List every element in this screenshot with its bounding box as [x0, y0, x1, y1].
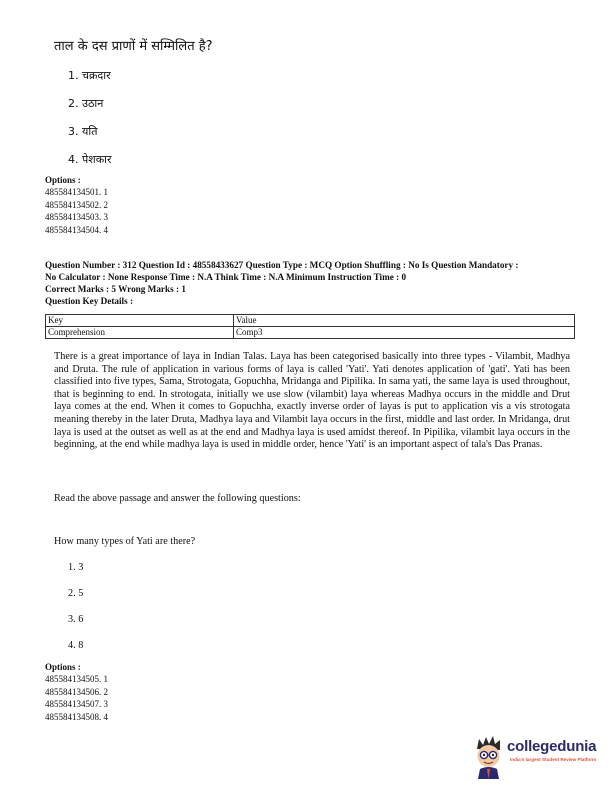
comprehension-passage: There is a great importance of laya in Indian Talas. Laya has been categorised basically into three types - Vilambit, Madhya and Druta. The rule of application in various forms of laya is called 'Yati'. Yati denotes application of 'gati'. Yati has been classified into five types, Sama, Strotogata, Gopuchha, Mridanga and Pipilika. In sama yati, the same laya is used throughout, that is beginning to end. In strotogata, initially we use slow (vilambit) laya whereas Madhya occurs in the middle and Drut laya comes at the end. When it comes to Gopuchha, exactly inverse order of layas is put to application vis a vis strotogata meaning thereby in the later Druta, Madhya laya and Vilambit laya occurs in the first, middle and last order. In Mridanga, drut laya is used at the outset as well as at the end and Madhya laya is used amidst thereof. In Pipilika, vilambit laya occurs in the beginning, at the end while madhya laya is used in middle order, hence 'Yati' is an important aspect of tala's Das Pranas. [54, 351, 570, 451]
meta-line: No Calculator : None Response Time : N.A Think Time : N.A Minimum Instruction Time : 0 [45, 272, 407, 282]
table-header-row [46, 315, 575, 327]
meta-line: Correct Marks : 5 Wrong Marks : 1 [45, 284, 186, 294]
question-1-option-2: 2. उठान [68, 97, 104, 110]
question-2-option-1: 1. 3 [68, 562, 84, 573]
options-block-2 [45, 661, 108, 723]
table-row [46, 327, 575, 339]
option-id: 485584134505. 1 [45, 674, 108, 685]
option-id: 485584134506. 2 [45, 686, 108, 697]
option-id: 485584134504. 4 [45, 224, 108, 235]
question-meta [45, 259, 575, 307]
option-id: 485584134502. 2 [45, 199, 108, 210]
option-id: 485584134501. 1 [45, 187, 108, 198]
options-heading: Options : [45, 662, 81, 672]
question-1-option-1: 1. चक्रदार [68, 69, 111, 82]
brand-name: collegedunia [507, 738, 597, 755]
brand-tagline: India's largest Student Review Platform [510, 757, 597, 762]
table-header-key: Key [46, 315, 234, 327]
question-2-option-2: 2. 5 [68, 588, 84, 599]
meta-line: Question Number : 312 Question Id : 48558433627 Question Type : MCQ Option Shuffling : No Is Question Mandatory : [45, 260, 519, 270]
table-cell-value: Comp3 [234, 327, 575, 339]
options-heading: Options : [45, 175, 81, 185]
question-2-text: How many types of Yati are there? [54, 536, 196, 547]
table-cell-key: Comprehension [46, 327, 234, 339]
option-id: 485584134503. 3 [45, 212, 108, 223]
mascot-icon [472, 735, 506, 779]
table-header-value: Value [234, 315, 575, 327]
meta-line: Question Key Details : [45, 296, 134, 306]
option-id: 485584134508. 4 [45, 711, 108, 722]
option-id: 485584134507. 3 [45, 699, 108, 710]
question-2-option-4: 4. 8 [68, 640, 84, 651]
question-1-text: ताल के दस प्राणों में सम्मिलित है? [54, 39, 213, 54]
question-1-option-4: 4. पेशकार [68, 153, 112, 166]
question-1-option-3: 3. यति [68, 125, 98, 138]
passage-instruction: Read the above passage and answer the following questions: [54, 493, 301, 504]
question-key-table [45, 314, 575, 339]
collegedunia-logo [472, 735, 602, 780]
question-2-option-3: 3. 6 [68, 614, 84, 625]
options-block-1 [45, 174, 108, 236]
